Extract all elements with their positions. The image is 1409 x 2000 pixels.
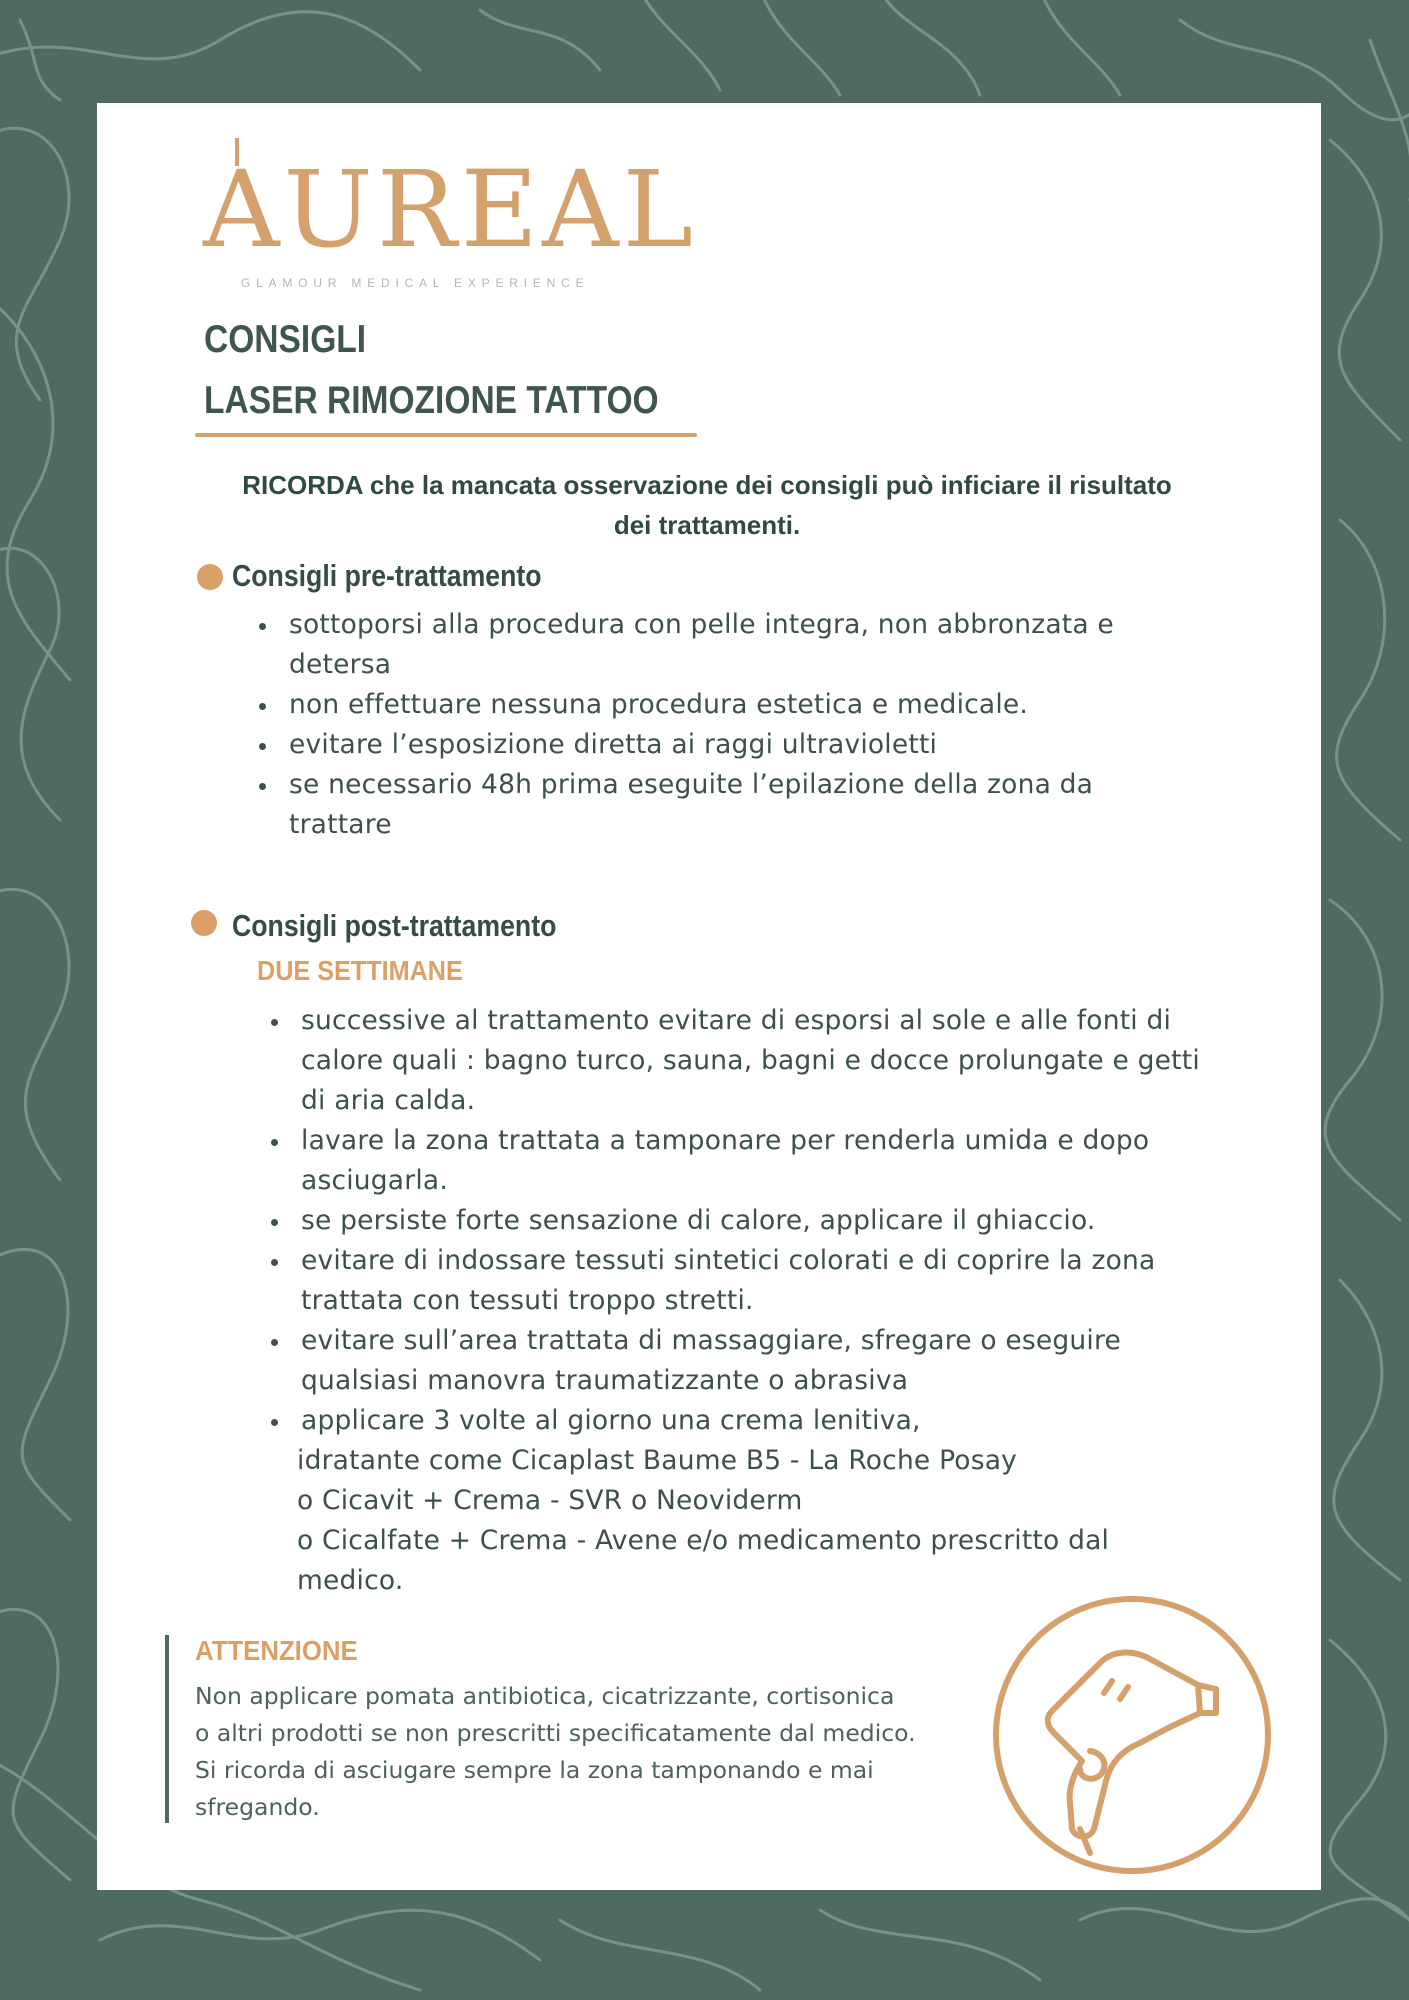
advice-card <box>97 103 1321 1890</box>
attention-line: Non applicare pomata antibiotica, cicatrizzante, cortisonica <box>195 1682 895 1710</box>
attention-line: sfregando. <box>195 1793 320 1821</box>
list-item: lavare la zona trattata a tamponare per renderla umida e dopo asciugarla. <box>269 1121 1211 1201</box>
brand-logo <box>203 133 698 293</box>
post-subheading: DUE SETTIMANE <box>257 955 463 986</box>
attention-text <box>195 1678 995 1826</box>
post-section-bullet-icon <box>191 910 217 936</box>
laser-device-icon <box>990 1593 1274 1877</box>
last-item-line-2: idratante come Cicaplast Baume B5 - La Roche Posay <box>297 1445 1018 1476</box>
attention-line: Si ricorda di asciugare sempre la zona tamponando e mai <box>195 1756 874 1784</box>
list-item: evitare di indossare tessuti sintetici colorati e di coprire la zona trattata con tessuti troppo stretti. <box>269 1241 1181 1321</box>
attention-side-bar <box>165 1635 169 1823</box>
last-item-line-3: o Cicavit + Crema - SVR o Neoviderm <box>297 1485 803 1516</box>
list-item: sottoporsi alla procedura con pelle integra, non abbronzata e detersa <box>257 605 1169 685</box>
pre-section-bullet-icon <box>197 564 223 590</box>
page-title-line-2: LASER RIMOZIONE TATTOO <box>204 379 659 422</box>
post-advice-list <box>269 1001 1269 1601</box>
title-underline <box>195 433 697 437</box>
list-item: non effettuare nessuna procedura estetica e medicale. <box>257 685 1257 725</box>
list-item: se persiste forte sensazione di calore, applicare il ghiaccio. <box>269 1201 1269 1241</box>
attention-title: ATTENZIONE <box>195 1635 358 1666</box>
brand-tagline: GLAMOUR MEDICAL EXPERIENCE <box>241 276 590 290</box>
last-item-line-4: o Cicalfate + Crema - Avene e/o medicamento prescritto dal medico. <box>297 1525 1110 1596</box>
pre-advice-list <box>257 605 1257 845</box>
page-title-line-1: CONSIGLI <box>204 318 367 361</box>
list-item: successive al trattamento evitare di esporsi al sole e alle fonti di calore quali : bagno turco, sauna, bagni e docce prolungate e getti di aria calda. <box>269 1001 1201 1121</box>
list-item: evitare l’esposizione diretta ai raggi ultravioletti <box>257 725 1257 765</box>
pre-section-heading: Consigli pre-trattamento <box>232 558 542 593</box>
attention-line: o altri prodotti se non prescritti specificatamente dal medico. <box>195 1719 916 1747</box>
list-item: evitare sull’area trattata di massaggiare, sfregare o eseguire qualsiasi manovra traumatizzante o abrasiva <box>269 1321 1201 1401</box>
brand-wordmark: AUREAL <box>203 148 698 271</box>
list-item <box>269 1401 1201 1601</box>
post-section-heading: Consigli post-trattamento <box>232 908 557 943</box>
last-item-line-1: applicare 3 volte al giorno una crema lenitiva, <box>301 1405 921 1436</box>
list-item: se necessario 48h prima eseguite l’epilazione della zona da trattare <box>257 765 1169 845</box>
intro-reminder: RICORDA che la mancata osservazione dei consigli può inficiare il risultato dei trattamenti. <box>242 470 1172 540</box>
